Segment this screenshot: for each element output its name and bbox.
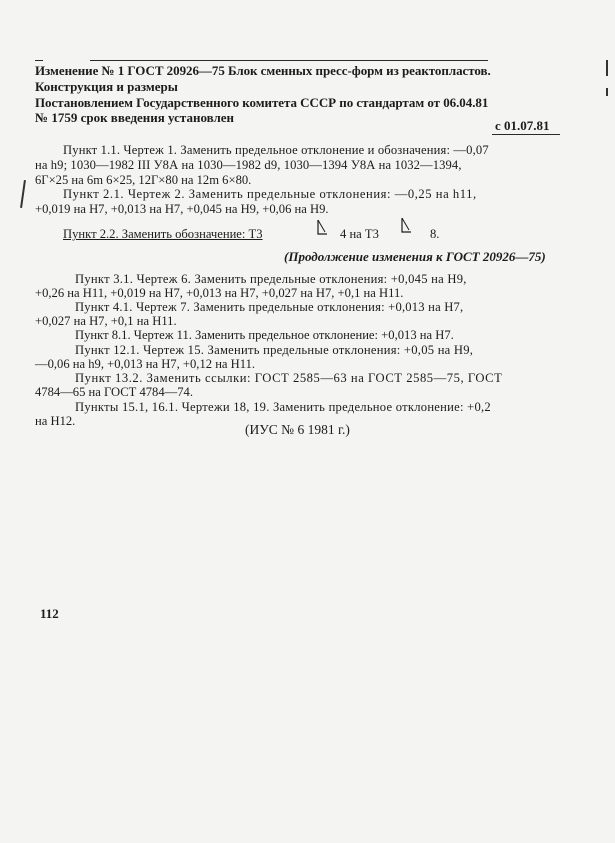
para4-line: Пункт 13.2. Заменить ссылки: ГОСТ 2585—63 на ГОСТ 2585—75, ГОСТ (75, 371, 503, 385)
margin-mark (606, 88, 608, 96)
para3-line (63, 227, 263, 241)
para1-line: Пункт 1.1. Чертеж 1. Заменить предельное отклонение и обозначения: —0,07 (63, 143, 489, 157)
para4-line: +0,027 на H7, +0,1 на H11. (35, 314, 177, 328)
para1-line: на h9; 1030—1982 III У8А на 1030—1982 d9, 1030—1394 У8А на 1032—1394, (35, 158, 462, 172)
top-rule (90, 60, 488, 61)
para4-line: Пункт 4.1. Чертеж 7. Заменить предельные отклонения: +0,013 на H7, (75, 300, 464, 314)
para2-line: Пункт 2.1. Чертеж 2. Заменить предельные отклонения: —0,25 на h11, (63, 187, 477, 201)
top-rule-short (35, 60, 43, 61)
para1-line: 6Г×25 на 6m 6×25, 12Г×80 на 12m 6×80. (35, 173, 252, 187)
ius-reference: (ИУС № 6 1981 г.) (245, 422, 350, 437)
header-line-3: Постановлением Государственного комитета СССР по стандартам от 06.04.81 (35, 95, 489, 110)
para3-tail: 8. (430, 227, 440, 241)
para4-line: 4784—65 на ГОСТ 4784—74. (35, 385, 193, 399)
page-number: 112 (40, 606, 59, 621)
margin-mark (606, 60, 608, 76)
header-line-2: Конструкция и размеры (35, 79, 178, 94)
para3-mid: 4 на Т3 (340, 227, 379, 241)
header-line-4: № 1759 срок введения установлен (35, 110, 235, 125)
margin-mark (20, 180, 25, 208)
para4-line: Пункты 15.1, 16.1. Чертежи 18, 19. Заменить предельное отклонение: +0,2 (75, 400, 491, 414)
para2-line: +0,019 на H7, +0,013 на H7, +0,045 на H9, +0,06 на H9. (35, 202, 329, 216)
roughness-triangle-icon (400, 217, 412, 233)
header-rule (492, 134, 560, 135)
header-line-1: Изменение № 1 ГОСТ 20926—75 Блок сменных пресс-форм из реактопластов. (35, 63, 491, 78)
para4-line: +0,26 на H11, +0,019 на H7, +0,013 на H7, +0,027 на H7, +0,1 на H11. (35, 286, 404, 300)
para4-line: Пункт 12.1. Чертеж 15. Заменить предельные отклонения: +0,05 на H9, (75, 343, 474, 357)
para4-line: на H12. (35, 414, 76, 428)
para4-line: —0,06 на h9, +0,013 на H7, +0,12 на H11. (35, 357, 256, 371)
para3-label: Пункт 2.2. Заменить обозначение: Т3 (63, 227, 263, 241)
para4-line: Пункт 3.1. Чертеж 6. Заменить предельные отклонения: +0,045 на H9, (75, 272, 467, 286)
para4-line: Пункт 8.1. Чертеж 11. Заменить предельное отклонение: +0,013 на H7. (75, 328, 454, 342)
roughness-triangle-icon (316, 219, 328, 235)
effective-date: с 01.07.81 (495, 118, 550, 133)
continuation-heading: (Продолжение изменения к ГОСТ 20926—75) (284, 249, 546, 264)
